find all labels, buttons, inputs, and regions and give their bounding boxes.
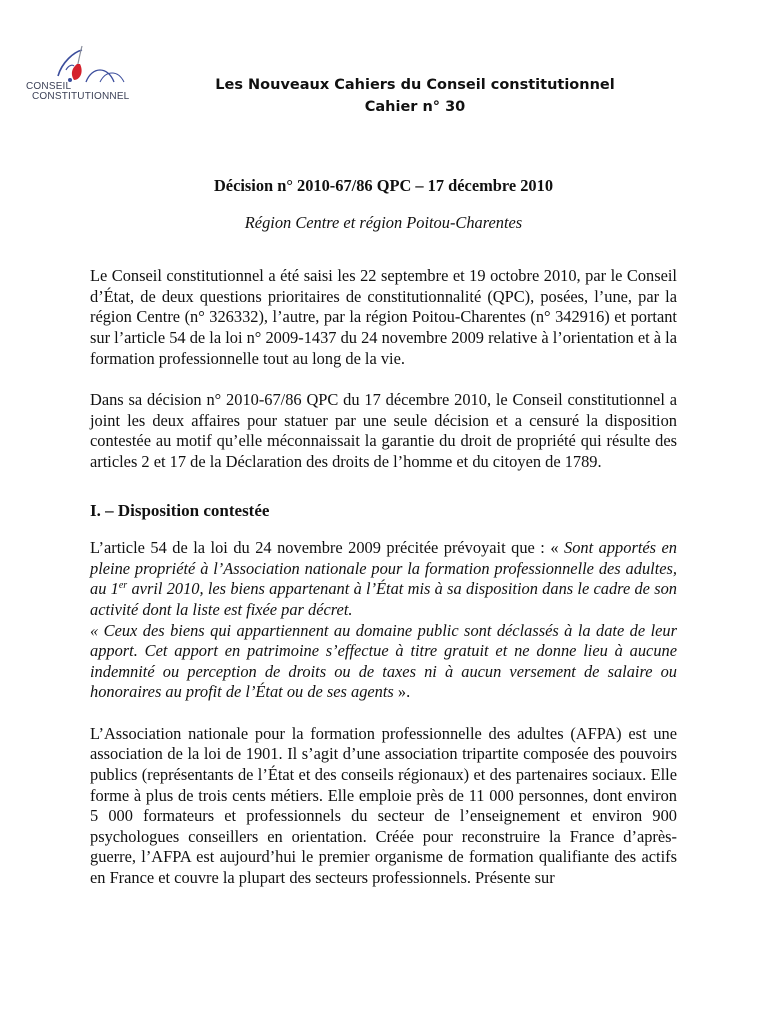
logo-emblem-icon <box>22 40 147 86</box>
logo-line-2: CONSTITUTIONNEL <box>32 91 130 102</box>
quote-intro: L’article 54 de la loi du 24 novembre 2009 précitée prévoyait que : « <box>90 538 565 558</box>
paragraph-referral: Le Conseil constitutionnel a été saisi les 22 septembre et 19 octobre 2010, par le Conseil d’État, de deux questions prioritaires de constitutionnalité (QPC), posées, l’une, par la région Centre (n° 326332), l’autre, par la région Poitou-Charentes (n° 342916) et portant sur l’article 54 de la loi n° 2009-1437 du 24 novembre 2009 relative à l’orientation et à la formation professionnelle tout au long de la vie. <box>90 266 677 368</box>
document-body <box>90 176 677 889</box>
quote-part-a: Sont apportés en pleine propriété à l’Association nationale pour la formation professionnelle des adultes, au 1 <box>90 538 677 599</box>
quote2-open: « <box>90 620 104 640</box>
paragraph-article-54-continued <box>90 621 677 703</box>
issue-number: Cahier n° 30 <box>364 99 466 115</box>
quote2-text: Ceux des biens qui appartiennent au domaine public sont déclassés à la date de leur apport. Cet apport en patrimoine s’effectue à titre gratuit et ne donne lieu à aucune indemnité ou perception de droits ou de taxes ni à aucun versement de salaire ou honoraires au profit de l’État ou de ses agents <box>90 620 678 702</box>
decision-title: Décision n° 2010-67/86 QPC – 17 décembre 2010 <box>213 176 554 195</box>
paragraph-article-54 <box>90 538 677 620</box>
conseil-constitutionnel-logo <box>22 40 147 110</box>
paragraph-decision-summary: Dans sa décision n° 2010-67/86 QPC du 17 décembre 2010, le Conseil constitutionnel a joint les deux affaires pour statuer par une seule décision et a censuré la disposition contestée au motif qu’elle méconnaissait la garantie du droit de propriété qui résulte des articles 2 et 17 de la Déclaration des droits de l’homme et du citoyen de 1789. <box>90 390 677 471</box>
publication-header <box>180 74 650 118</box>
quote-part-b: avril 2010, les biens appartenant à l’État mis à sa disposition dans le cadre de son activité dont la liste est fixée par décret. <box>90 579 677 619</box>
quote2-close: ». <box>393 682 411 702</box>
section-heading: I. – Disposition contestée <box>90 500 270 520</box>
quote-superscript: er <box>118 580 128 592</box>
logo-line-1: CONSEIL <box>26 81 72 92</box>
decision-subtitle: Région Centre et région Poitou-Charentes <box>244 212 523 232</box>
paragraph-afpa: L’Association nationale pour la formation professionnelle des adultes (AFPA) est une association de la loi de 1901. Il s’agit d’une association tripartite composée des pouvoirs publics (représentants de l’État et des conseils régionaux) et des partenaires sociaux. Elle forme à plus de trois cents métiers. Elle emploie près de 11 000 personnes, dont environ 5 000 formateurs et professionnels du secteur de l’enseignement et environ 900 psychologues conseillers en orientation. Créée pour reconstruire la France d’après-guerre, l’AFPA est aujourd’hui le premier organisme de formation qualifiante des actifs en France et couvre la plupart des secteurs professionnels. Présente sur <box>90 723 677 888</box>
publication-title: Les Nouveaux Cahiers du Conseil constitutionnel <box>215 77 615 93</box>
